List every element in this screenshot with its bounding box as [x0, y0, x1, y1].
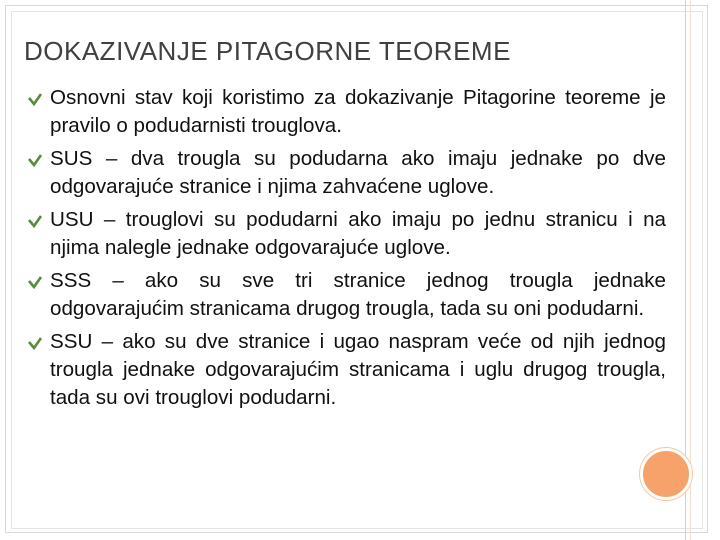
list-item — [30, 328, 666, 412]
checkmark-icon — [28, 92, 42, 106]
list-item — [30, 267, 666, 323]
decorative-circle — [640, 448, 692, 500]
bullet-text: SUS – dva trougla su podudarna ako imaju jednake po dve odgovarajuće stranice i njima zahvaćene uglove. — [50, 147, 666, 198]
checkmark-icon — [28, 153, 42, 167]
decorative-line — [690, 0, 691, 540]
bullet-text: SSU – ako su dve stranice i ugao naspram veće od njih jednog trougla jednake odgovarajućim stranicama i uglu drugog trougla, tada su ovi trouglovi podudarni. — [50, 330, 666, 409]
checkmark-icon — [28, 336, 42, 350]
list-item — [30, 206, 666, 262]
checkmark-icon — [28, 275, 42, 289]
bullet-list — [30, 84, 666, 417]
slide-title: DOKAZIVANJE PITAGORNE TEOREME — [24, 36, 511, 66]
list-item — [30, 145, 666, 201]
list-item — [30, 84, 666, 140]
bullet-text: USU – trouglovi su podudarni ako imaju po jednu stranicu i na njima nalegle jednake odgovarajuće uglove. — [50, 208, 666, 259]
checkmark-icon — [28, 214, 42, 228]
bullet-text: SSS – ako su sve tri stranice jednog trougla jednake odgovarajućim stranicama drugog trougla, tada su oni podudarni. — [50, 269, 666, 320]
bullet-text: Osnovni stav koji koristimo za dokazivanje Pitagorine teoreme je pravilo o podudarnisti trouglova. — [50, 86, 666, 137]
